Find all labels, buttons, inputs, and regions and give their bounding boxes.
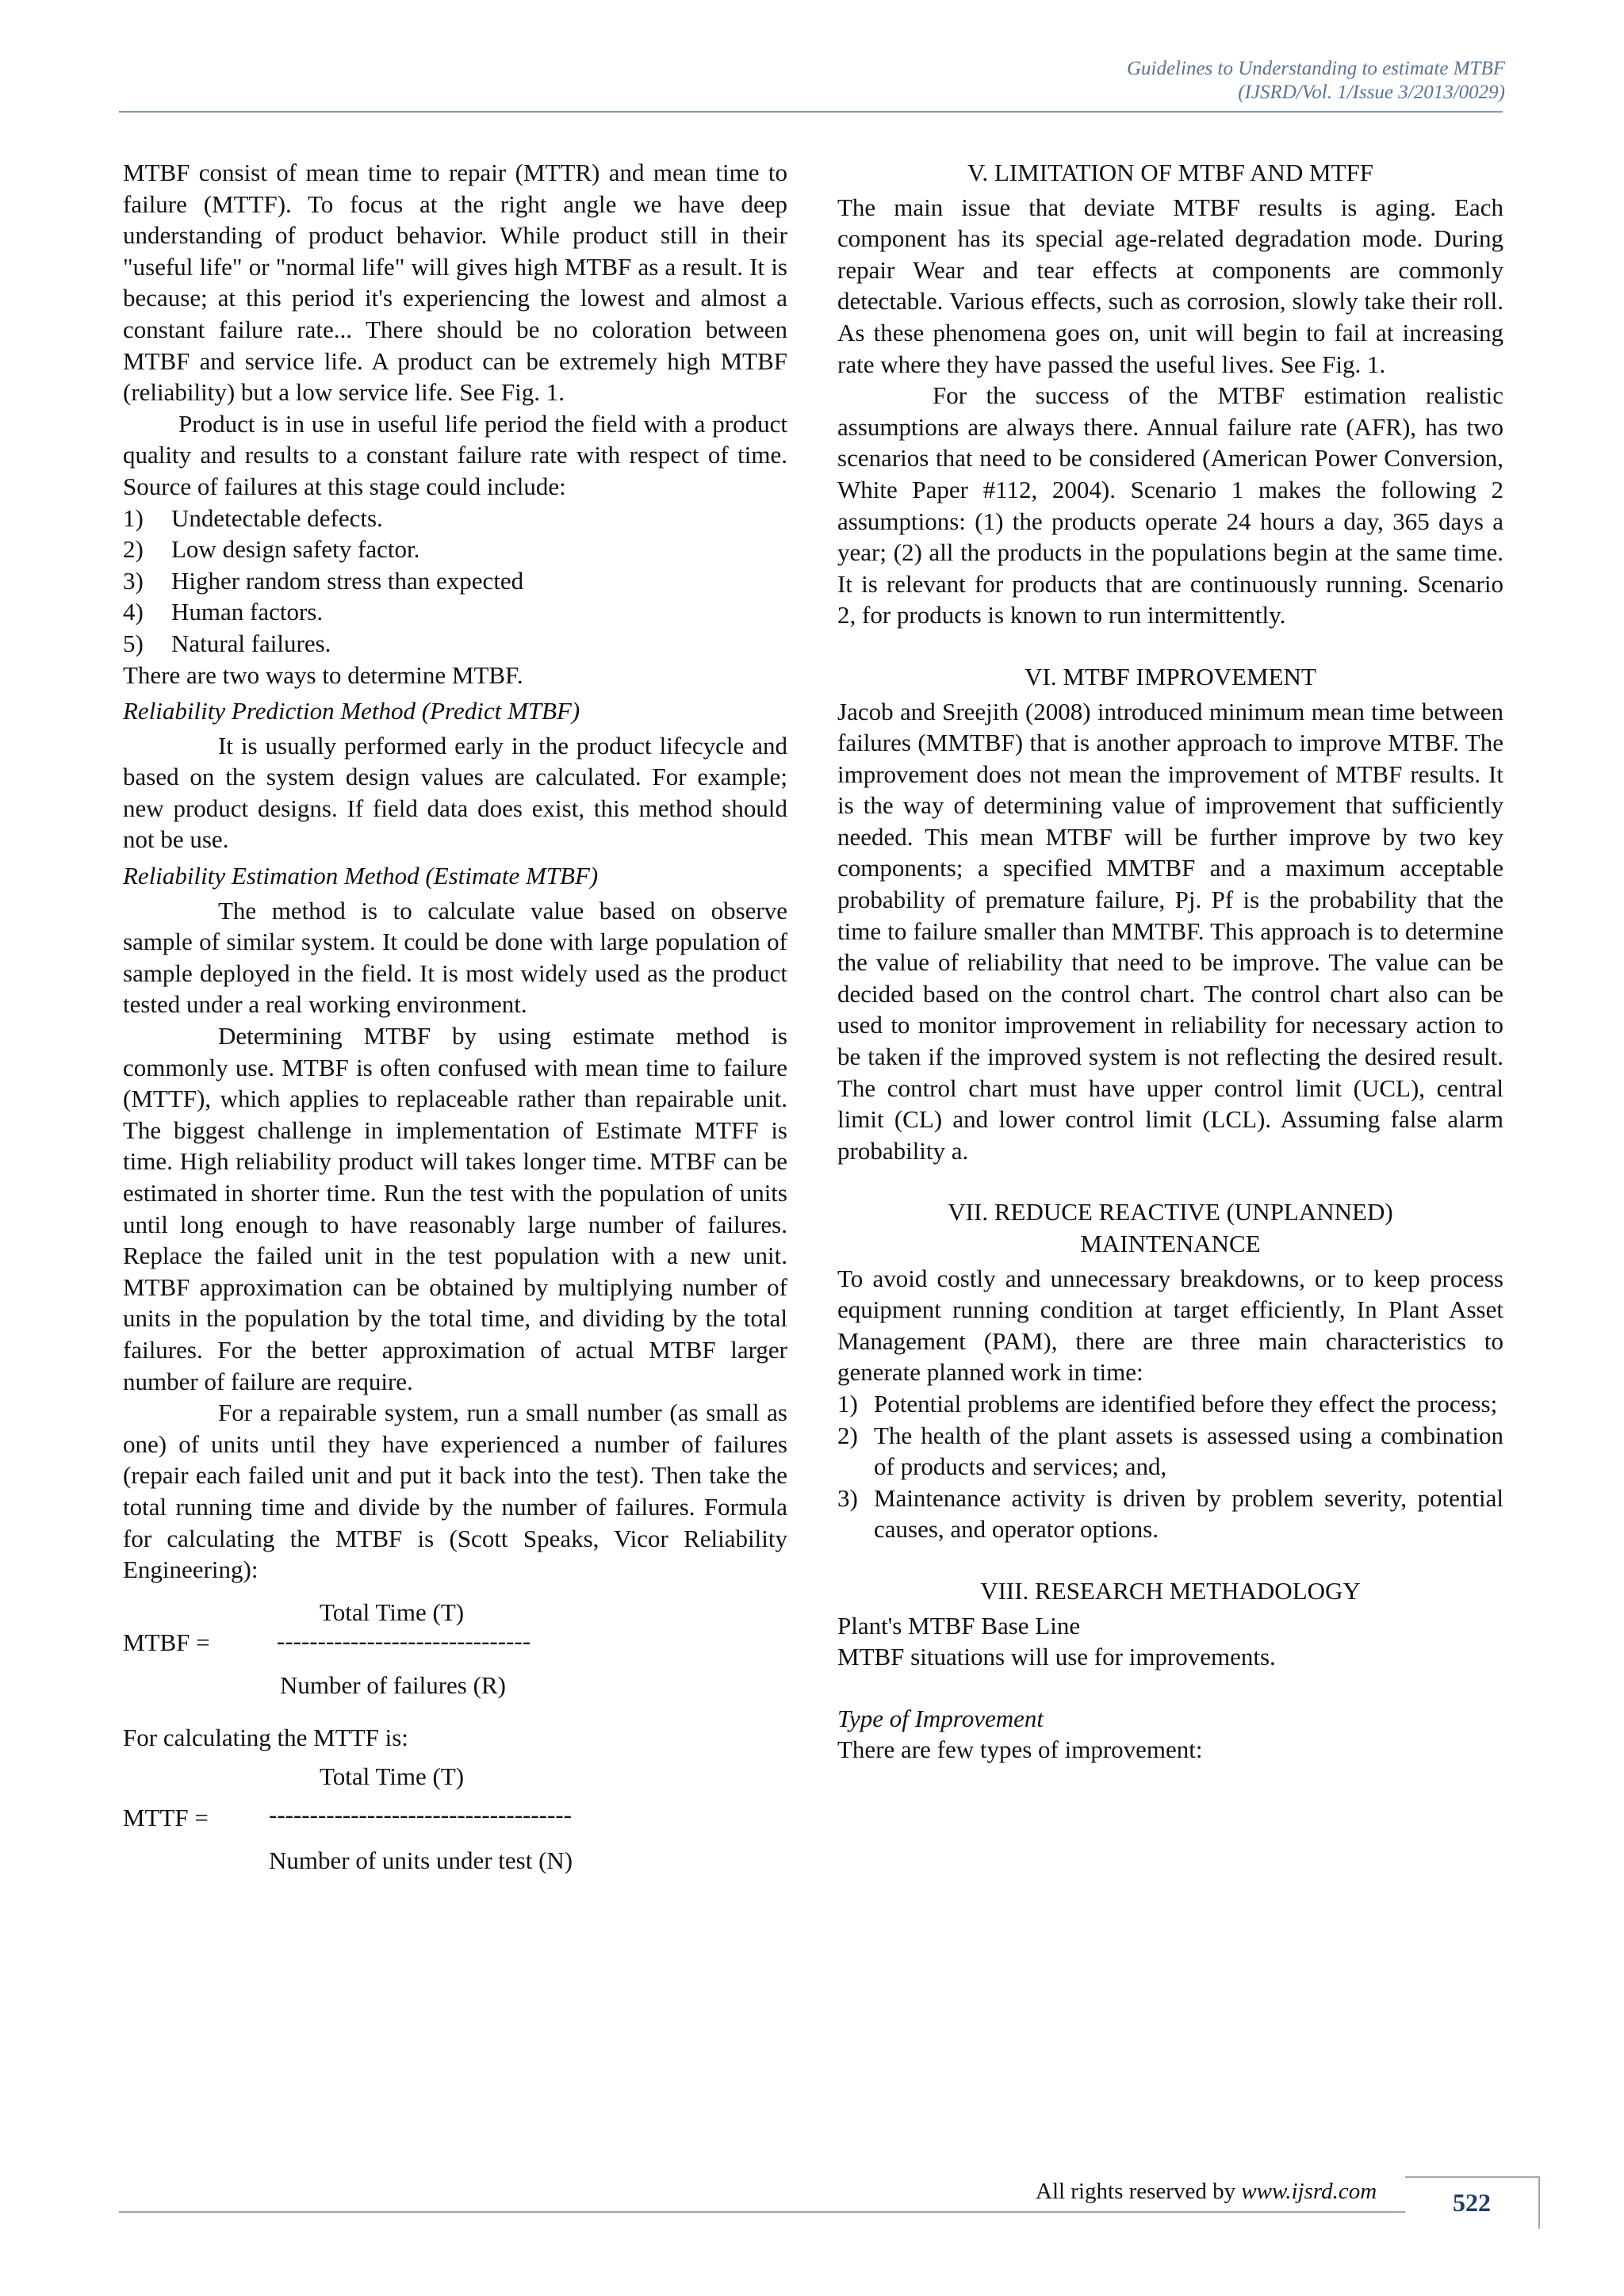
paragraph: MTBF situations will use for improvements.	[837, 1643, 1276, 1671]
formula-numerator: Total Time (T)	[320, 1598, 465, 1626]
paragraph: The method is to calculate value based on observe sample of similar system. It could be done with large population of sample deployed in the field. It is most widely used as the product tested under a real working environment.	[123, 896, 787, 1019]
formula-bar: -------------------------------	[277, 1626, 531, 1655]
list-number: 3)	[837, 1483, 858, 1512]
section-heading-v: V. LIMITATION OF MTBF AND MTFF	[967, 159, 1373, 186]
formula-numerator: Total Time (T)	[320, 1762, 465, 1791]
list-number: 5)	[123, 629, 144, 657]
section-heading-viii: VIII. RESEARCH METHADOLOGY	[980, 1576, 1361, 1605]
formula-lhs: MTTF =	[123, 1804, 209, 1832]
failure-sources-list	[123, 503, 787, 660]
list-item	[837, 1388, 1503, 1420]
list-item	[123, 596, 787, 628]
list-number: 2)	[123, 535, 144, 564]
footer-rule	[119, 2211, 1405, 2213]
list-item	[123, 628, 787, 660]
list-text: The health of the plant assets is assessed using a combination of products and services; and,	[874, 1421, 1503, 1481]
paragraph: For a repairable system, run a small number (as small as one) of units until they have experienced a number of failures (repair each failed unit and put it back into the test). Then take the total running time and divide by the number of failures. Formula for calculating the MTBF is (Scott Speaks, Vicor Reliability Engineering):	[123, 1399, 787, 1584]
list-text: Maintenance activity is driven by problem severity, potential causes, and operator options.	[874, 1483, 1503, 1544]
mtbf-formula	[123, 1586, 787, 1705]
list-text: Natural failures.	[171, 629, 331, 657]
paragraph: For calculating the MTTF is:	[123, 1723, 408, 1751]
paragraph: The main issue that deviate MTBF results is aging. Each component has its special age-related degradation mode. During repair Wear and tear effects at components are commonly detectable. Various effects, such as corrosion, slowly take their roll. As these phenomena goes on, unit will begin to fail at increasing rate where they have passed the useful lives. See Fig. 1.	[837, 193, 1503, 378]
list-number: 3)	[123, 566, 144, 595]
paragraph: It is usually performed early in the product lifecycle and based on the system design values are calculated. For example; new product designs. If field data does exist, this method should not be use.	[123, 731, 787, 854]
list-number: 1)	[837, 1389, 858, 1418]
formula-bar: -------------------------------------	[269, 1800, 572, 1829]
header-title: Guidelines to Understanding to estimate MTBF	[1126, 58, 1505, 79]
paragraph: There are few types of improvement:	[837, 1735, 1203, 1764]
list-item	[123, 503, 787, 534]
paragraph: Jacob and Sreejith (2008) introduced minimum mean time between failures (MMTBF) that is another approach to improve MTBF. The improvement does not mean the improvement of MTBF results. It is the way of determining value of improvement that sufficiently needed. This mean MTBF will be further improve by two key components; a specified MMTBF and a maximum acceptable probability of premature failure, Pj. Pf is the probability that the time to failure smaller than MMTBF. This approach is to determine the value of reliability that need to be improve. The value can be decided based on the control chart. The control chart also can be used to monitor improvement in reliability for necessary action to be taken if the improved system is not reflecting the desired result. The control chart must have upper control limit (UCL), central limit (CL) and lower control limit (LCL). Assuming false alarm probability a.	[837, 697, 1503, 1165]
paragraph: MTBF consist of mean time to repair (MTTR) and mean time to failure (MTTF). To focus at the right angle we have deep understanding of product behavior. While product still in their "useful life" or "normal life" will gives high MTBF as a result. It is because; at this period it's experiencing the lowest and almost a constant failure rate... There should be no coloration between MTBF and service life. A product can be extremely high MTBF (reliability) but a low service life. See Fig. 1.	[123, 159, 787, 407]
paragraph: To avoid costly and unnecessary breakdowns, or to keep process equipment running condition at target efficiently, In Plant Asset Management (PAM), there are three main characteristics to generate planned work in time:	[837, 1264, 1503, 1387]
right-column	[837, 157, 1503, 1766]
list-number: 2)	[837, 1421, 858, 1449]
list-text: Potential problems are identified before they effect the process;	[874, 1389, 1498, 1418]
list-item	[123, 565, 787, 597]
list-number: 4)	[123, 598, 144, 626]
list-text: Higher random stress than expected	[171, 566, 524, 595]
footer-rights	[1036, 2179, 1377, 2205]
page-number: 522	[1453, 2188, 1491, 2217]
header-rule	[119, 111, 1503, 113]
formula-denominator: Number of failures (R)	[280, 1670, 506, 1699]
running-header	[1127, 57, 1505, 105]
list-item	[837, 1420, 1503, 1483]
list-text: Low design safety factor.	[171, 535, 420, 564]
section-heading-vii: VII. REDUCE REACTIVE (UNPLANNED)	[948, 1198, 1393, 1226]
list-item	[123, 534, 787, 565]
paragraph: There are two ways to determine MTBF.	[123, 660, 523, 689]
paragraph: Plant's MTBF Base Line	[837, 1611, 1081, 1640]
list-text: Undetectable defects.	[171, 503, 383, 532]
subheading-predict: Reliability Prediction Method (Predict MTBF)	[123, 697, 580, 725]
footer-site-link[interactable]: www.ijsrd.com	[1241, 2179, 1377, 2204]
subheading-estimate: Reliability Estimation Method (Estimate MTBF)	[123, 862, 599, 890]
formula-denominator: Number of units under test (N)	[269, 1846, 573, 1875]
paragraph: Product is in use in useful life period the field with a product quality and results to a constant failure rate with respect of time. Source of failures at this stage could include:	[123, 409, 787, 500]
left-column	[123, 157, 787, 1875]
section-heading-vi: VI. MTBF IMPROVEMENT	[1025, 662, 1316, 691]
header-citation: (IJSRD/Vol. 1/Issue 3/2013/0029)	[1238, 82, 1505, 103]
list-text: Human factors.	[171, 598, 324, 626]
section-heading-vii-cont: MAINTENANCE	[1080, 1230, 1261, 1257]
list-number: 1)	[123, 503, 144, 532]
pam-characteristics-list	[837, 1388, 1503, 1545]
paragraph: For the success of the MTBF estimation realistic assumptions are always there. Annual failure rate (AFR), has two scenarios that need to be considered (American Power Conversion, White Paper #112, 2004). Scenario 1 makes the following 2 assumptions: (1) the products operate 24 hours a day, 365 days a year; (2) all the products in the populations begin at the same time. It is relevant for products that are continuously running. Scenario 2, for products is known to run intermittently.	[837, 381, 1503, 629]
list-item	[837, 1483, 1503, 1545]
mttf-formula	[123, 1753, 787, 1875]
spacer	[837, 1673, 1503, 1703]
formula-lhs: MTBF =	[123, 1628, 210, 1656]
paragraph: Determining MTBF by using estimate method is commonly use. MTBF is often confused with mean time to failure (MTTF), which applies to replaceable rather than repairable unit. The biggest challenge in implementation of Estimate MTFF is time. High reliability product will takes longer time. MTBF can be estimated in shorter time. Run the test with the population of units until long enough to have reasonably large number of failures. Replace the failed unit in the test population with a new unit. MTBF approximation can be obtained by multiplying number of units in the population by the total time, and dividing by the total failures. For the better approximation of actual MTBF larger number of failure are require.	[123, 1022, 787, 1395]
subheading-type-of-improvement: Type of Improvement	[837, 1704, 1044, 1732]
footer-rights-text: All rights reserved by	[1036, 2179, 1242, 2204]
